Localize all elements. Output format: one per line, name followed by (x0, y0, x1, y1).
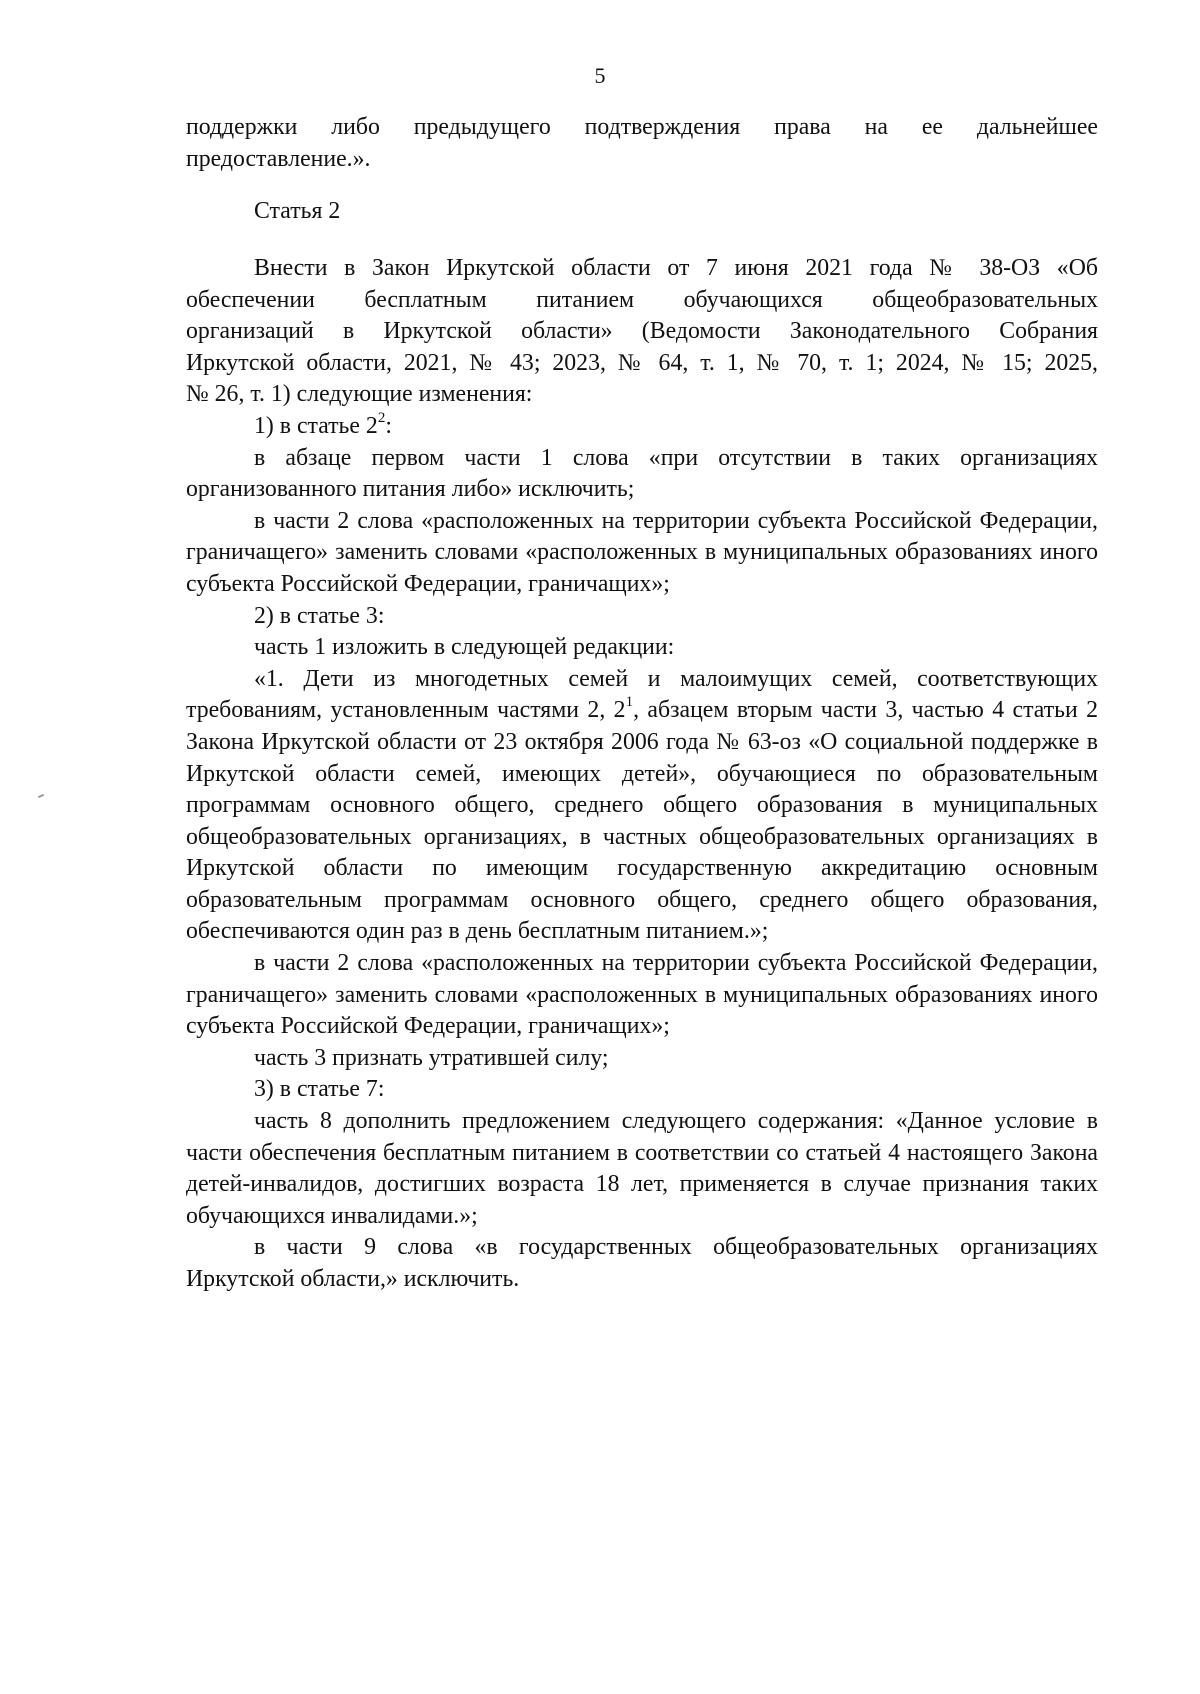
item-1-paragraph-1: в абзаце первом части 1 слова «при отсутствии в таких организациях организованного питания либо» исключить; (186, 444, 1098, 503)
intro-line-3: организаций в Иркутской области» (Ведомости Законодательного Собрания (186, 318, 1098, 345)
continuation-line-2: предоставление.». (186, 145, 371, 172)
item-2-paragraph-2: в части 2 слова «расположенных на территории субъекта Российской Федерации, граничащего» заменить словами «расположенных в муниципальных образованиях иного субъекта Российской Федерации, граничащих»; (186, 950, 1098, 1040)
item-1-label-text: 1) в статье 2 (254, 412, 378, 439)
item-3-label: 3) в статье 7: (254, 1076, 385, 1103)
item-3-paragraph-1: часть 8 дополнить предложением следующего содержания: «Данное условие в части обеспечения бесплатным питанием в соответствии со статьей 4 настоящего Закона детей-инвалидов, достигших возраста 18 лет, применяется в случае признания таких обучающихся инвалидами.»; (186, 1108, 1098, 1229)
item-2-quote-superscript: 1 (625, 694, 634, 711)
item-1-label-colon: : (385, 412, 392, 439)
article-heading: Статья 2 (254, 198, 341, 224)
intro-line-4: Иркутской области, 2021, № 43; 2023, № 64, т. 1, № 70, т. 1; 2024, № 15; 2025, (186, 349, 1098, 376)
page-number: 5 (594, 63, 606, 88)
intro-line-2: обеспечении бесплатным питанием обучающихся общеобразовательных (186, 286, 1098, 313)
item-1-label (186, 411, 1098, 443)
intro-line-1: Внести в Закон Иркутской области от 7 июня 2021 года № 38-ОЗ «Об (254, 255, 1098, 281)
article-body (186, 253, 1098, 1296)
continuation-paragraph (186, 112, 1098, 175)
item-2-quote-end: , абзацем вторым части 3, частью 4 статьи 2 Закона Иркутской области от 23 октября 2006 года № 63-оз «О социальной поддержке в Иркутской области семей, имеющих детей», обучающиеся по образовательным программам основного общего, среднего общего образования в муниципальных общеобразовательных организациях, в частных общеобразовательных организациях в Иркутской области по имеющим государственную аккредитацию основным образовательным программам основного общего, среднего общего образования, обеспечиваются один раз в день бесплатным питанием.»; (186, 697, 1098, 945)
item-2-paragraph-3: часть 3 признать утратившей силу; (254, 1044, 609, 1071)
article-heading-block (186, 196, 1098, 228)
item-2-paragraph-1: часть 1 изложить в следующей редакции: (254, 634, 675, 661)
continuation-line-1: поддержки либо предыдущего подтверждения права на ее дальнейшее (186, 114, 1098, 140)
item-2-label: 2) в статье 3: (254, 602, 385, 629)
intro-line-5: № 26, т. 1) следующие изменения: (186, 381, 533, 408)
item-1-paragraph-2: в части 2 слова «расположенных на территории субъекта Российской Федерации, граничащего» заменить словами «расположенных в муниципальных образованиях иного субъекта Российской Федерации, граничащих»; (186, 507, 1098, 597)
item-2-quoted-text (186, 664, 1098, 948)
item-1-label-superscript: 2 (377, 410, 386, 427)
item-3-paragraph-2: в части 9 слова «в государственных общеобразовательных организациях Иркутской области,» исключить. (186, 1234, 1098, 1292)
margin-mark (38, 794, 44, 798)
item-2-quote-start: «1. Дети из многодетных семей и малоимущих семей, соответствующих требованиям, установленным частями 2, 2 (186, 665, 1098, 724)
